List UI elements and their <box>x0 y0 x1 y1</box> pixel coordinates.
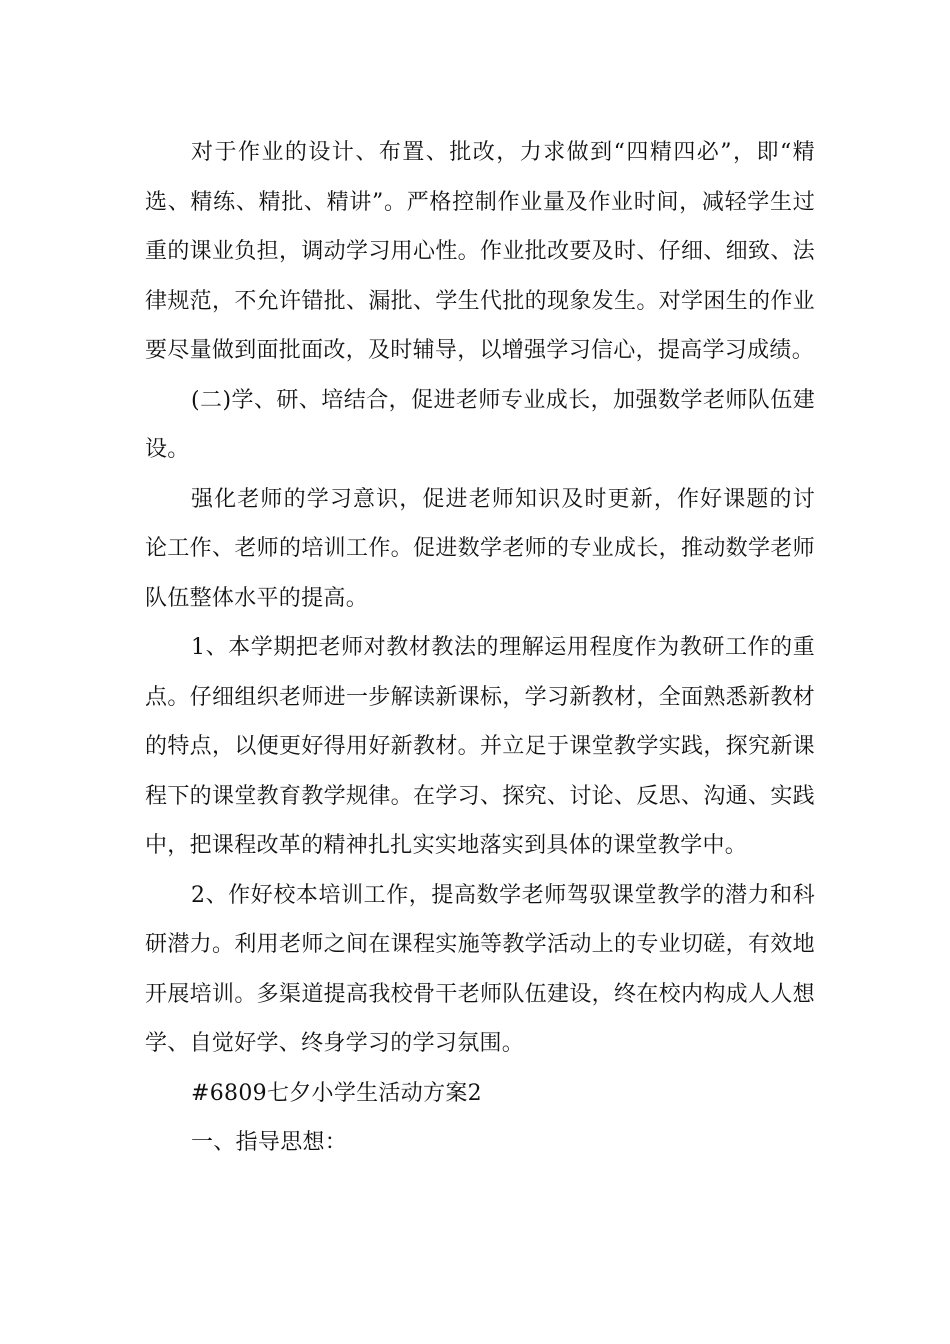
paragraph-item-1: 1、本学期把老师对教材教法的理解运用程度作为教研工作的重点。仔细组织老师进一步解读新课标，学习新教材，全面熟悉新教材的特点，以便更好得用好新教材。并立足于课堂教学实践，探究新课程下的课堂教育教学规律。在学习、探究、讨论、反思、沟通、实践中，把课程改革的精神扎扎实实地落实到具体的课堂教学中。 <box>145 635 815 858</box>
paragraph-homework: 对于作业的设计、布置、批改，力求做到“四精四必”，即“精选、精练、精批、精讲”。严格控制作业量及作业时间，减轻学生过重的课业负担，调动学习用心性。作业批改要及时、仔细、细致、法律规范，不允许错批、漏批、学生代批的现象发生。对学困生的作业要尽量做到面批面改，及时辅导，以增强学习信心，提高学习成绩。 <box>145 140 815 363</box>
paragraph-section-two-heading: (二)学、研、培结合，促进老师专业成长，加强数学老师队伍建设。 <box>145 387 815 462</box>
document-body <box>145 128 815 1168</box>
paragraph-teacher-learning: 强化老师的学习意识，促进老师知识及时更新，作好课题的讨论工作、老师的培训工作。促进数学老师的专业成长，推动数学老师队伍整体水平的提高。 <box>145 486 815 611</box>
paragraph-plan-title: #6809七夕小学生活动方案2 <box>191 1080 482 1106</box>
paragraph-guiding-ideology: 一、指导思想： <box>191 1130 348 1155</box>
paragraph-item-2: 2、作好校本培训工作，提高数学老师驾驭课堂教学的潜力和科研潜力。利用老师之间在课程实施等教学活动上的专业切磋，有效地开展培训。多渠道提高我校骨干老师队伍建设，终在校内构成人人想学、自觉好学、终身学习的学习氛围。 <box>145 882 815 1056</box>
